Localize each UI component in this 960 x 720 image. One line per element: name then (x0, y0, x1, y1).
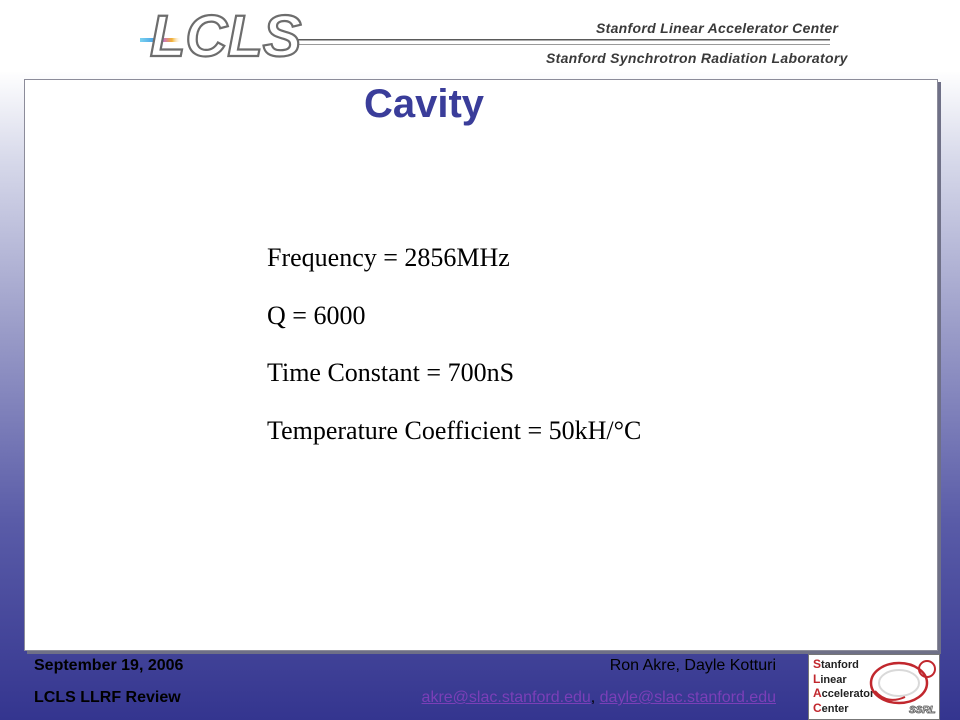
footer-event: LCLS LLRF Review (34, 689, 181, 706)
body-line-time-constant: Time Constant = 700nS (267, 358, 515, 387)
email-link-akre[interactable]: akre@slac.stanford.edu (421, 689, 591, 706)
body-line-temperature: Temperature Coefficient = 50kH/°C (267, 415, 642, 445)
slac-wordmark: Stanford Linear Accelerator Center (813, 657, 875, 715)
org-name-ssrl: Stanford Synchrotron Radiation Laboratory (546, 50, 848, 66)
footer-emails (400, 689, 776, 707)
svg-text:LCLS: LCLS (150, 4, 302, 69)
body-line-frequency: Frequency = 2856MHz (267, 243, 510, 272)
slide-body (267, 238, 641, 468)
email-link-dayle[interactable]: dayle@slac.stanford.edu (599, 689, 776, 706)
slac-ssrl-logo (808, 654, 940, 720)
body-line-q: Q = 6000 (267, 300, 366, 330)
header-bar (0, 0, 960, 72)
lcls-logo (150, 4, 302, 69)
footer-date: September 19, 2006 (34, 657, 184, 674)
footer-authors: Ron Akre, Dayle Kotturi (609, 657, 776, 674)
svg-text:SSRL: SSRL (909, 705, 936, 716)
ssrl-logo-icon (865, 657, 939, 717)
org-name-slac: Stanford Linear Accelerator Center (596, 20, 839, 36)
email-separator: , (590, 689, 600, 706)
slide-title: Cavity (363, 82, 485, 126)
